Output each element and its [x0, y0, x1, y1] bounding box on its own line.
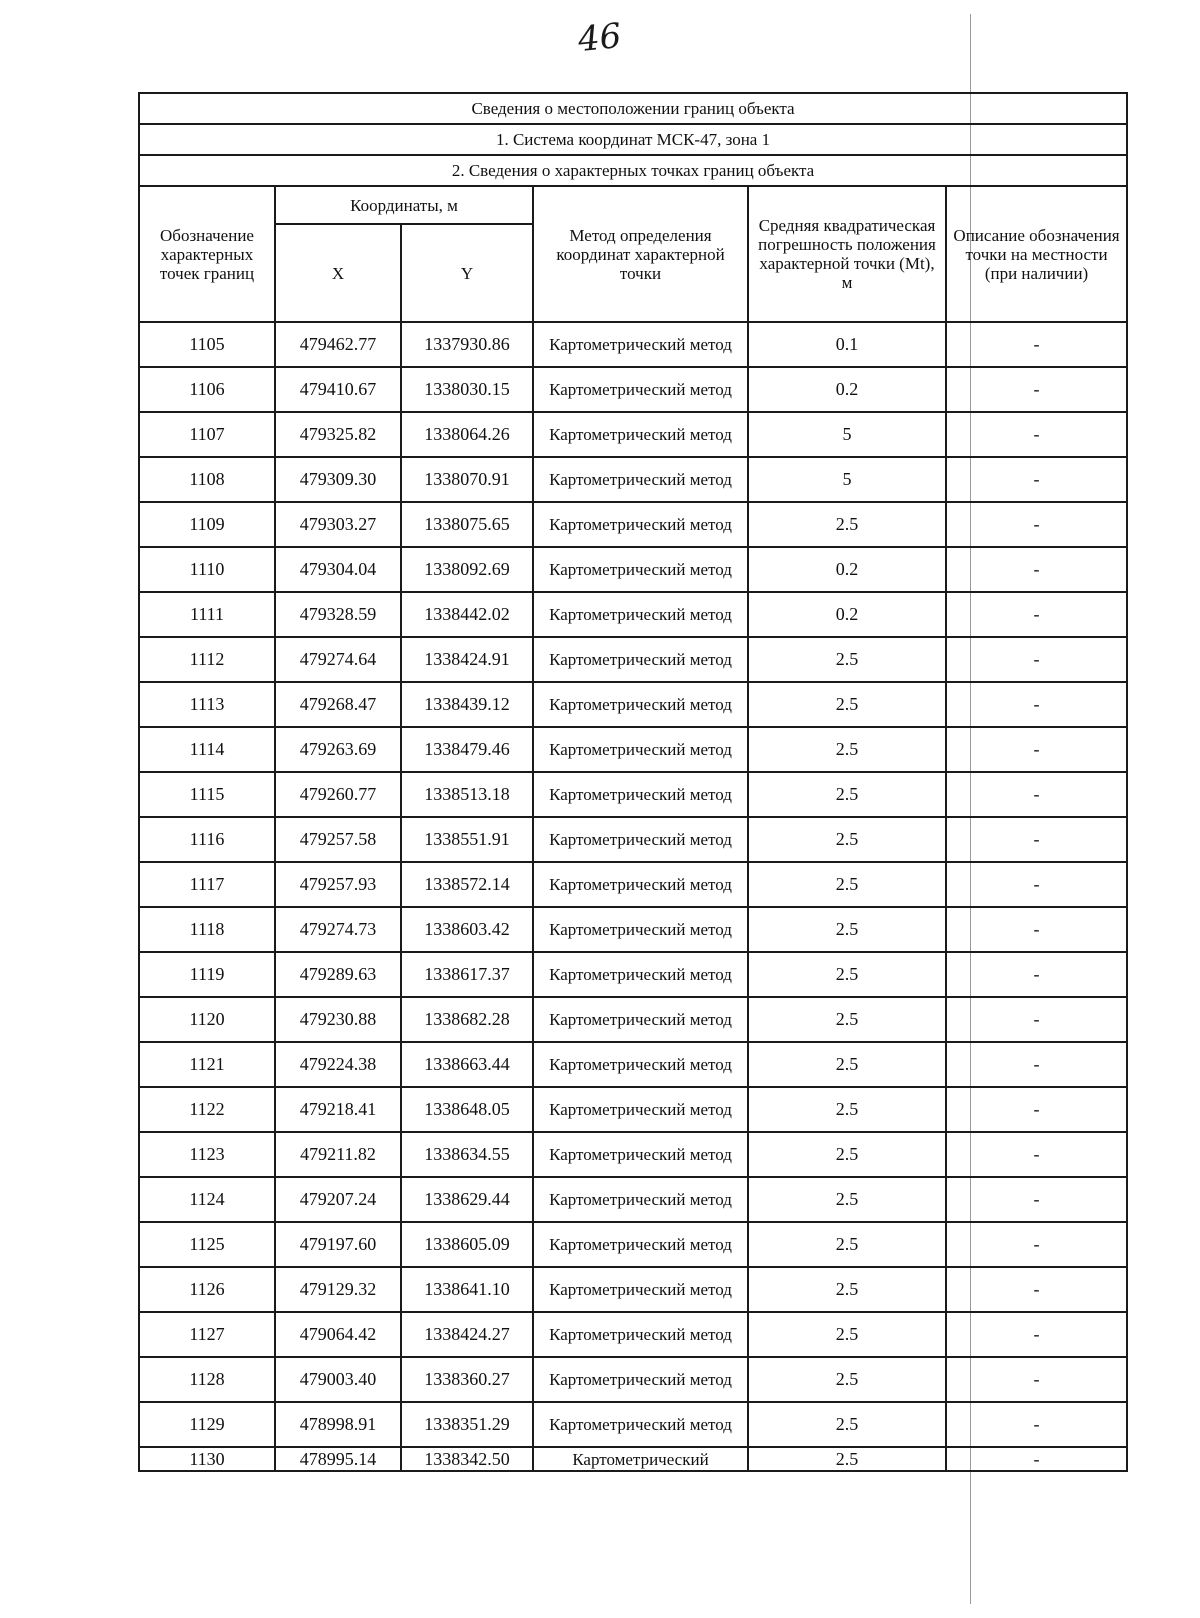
cell-x: 479218.41: [275, 1087, 401, 1132]
table-row: [139, 322, 1127, 367]
cell-point-id: 1111: [139, 592, 275, 637]
cell-x: 479263.69: [275, 727, 401, 772]
cell-description: -: [946, 1267, 1127, 1312]
cell-point-id: 1120: [139, 997, 275, 1042]
cell-mean-error: 2.5: [748, 1132, 946, 1177]
cell-y: 1338634.55: [401, 1132, 533, 1177]
cell-method: Картометрический метод: [533, 412, 748, 457]
table-row: [139, 547, 1127, 592]
cell-mean-error: 0.2: [748, 547, 946, 592]
cell-description: -: [946, 502, 1127, 547]
cell-y: 1338513.18: [401, 772, 533, 817]
cell-method: Картометрический метод: [533, 367, 748, 412]
cell-method: Картометрический метод: [533, 997, 748, 1042]
table-row: [139, 682, 1127, 727]
cell-point-id: 1126: [139, 1267, 275, 1312]
cell-mean-error: 2.5: [748, 1447, 946, 1471]
cell-y: 1338617.37: [401, 952, 533, 997]
cell-method: Картометрический метод: [533, 817, 748, 862]
points-section-title: 2. Сведения о характерных точках границ объекта: [139, 155, 1127, 186]
cell-x: 479328.59: [275, 592, 401, 637]
cell-x: 479260.77: [275, 772, 401, 817]
cell-mean-error: 2.5: [748, 1042, 946, 1087]
cell-method: Картометрический метод: [533, 1132, 748, 1177]
header-description: Описание обозначения точки на местности (при наличии): [946, 186, 1127, 322]
cell-method: Картометрический метод: [533, 322, 748, 367]
boundary-points-table: [138, 92, 1128, 1472]
cell-description: -: [946, 1447, 1127, 1471]
cell-point-id: 1123: [139, 1132, 275, 1177]
cell-y: 1337930.86: [401, 322, 533, 367]
cell-x: 479325.82: [275, 412, 401, 457]
cell-y: 1338424.27: [401, 1312, 533, 1357]
coordinate-system-title: 1. Система координат МСК-47, зона 1: [139, 124, 1127, 155]
cell-description: -: [946, 817, 1127, 862]
cell-method: Картометрический метод: [533, 457, 748, 502]
cell-method: Картометрический метод: [533, 907, 748, 952]
cell-point-id: 1127: [139, 1312, 275, 1357]
cell-description: -: [946, 1402, 1127, 1447]
cell-mean-error: 2.5: [748, 1357, 946, 1402]
cell-method: Картометрический метод: [533, 502, 748, 547]
cell-point-id: 1128: [139, 1357, 275, 1402]
table-row: [139, 862, 1127, 907]
cell-point-id: 1130: [139, 1447, 275, 1471]
table-row: [139, 412, 1127, 457]
cell-point-id: 1110: [139, 547, 275, 592]
cell-description: -: [946, 1177, 1127, 1222]
coordinate-system-row: [139, 124, 1127, 155]
cell-x: 479129.32: [275, 1267, 401, 1312]
table-row: [139, 1132, 1127, 1177]
cell-y: 1338551.91: [401, 817, 533, 862]
cell-y: 1338648.05: [401, 1087, 533, 1132]
cell-point-id: 1114: [139, 727, 275, 772]
cell-mean-error: 5: [748, 457, 946, 502]
cell-description: -: [946, 457, 1127, 502]
cell-y: 1338603.42: [401, 907, 533, 952]
cell-mean-error: 2.5: [748, 1222, 946, 1267]
table-row: [139, 1357, 1127, 1402]
cell-description: -: [946, 727, 1127, 772]
cell-description: -: [946, 367, 1127, 412]
cell-point-id: 1115: [139, 772, 275, 817]
cell-description: -: [946, 322, 1127, 367]
cell-y: 1338360.27: [401, 1357, 533, 1402]
header-point-designation: Обозначение характерных точек границ: [139, 186, 275, 322]
cell-point-id: 1116: [139, 817, 275, 862]
cell-mean-error: 2.5: [748, 1312, 946, 1357]
cell-point-id: 1125: [139, 1222, 275, 1267]
cell-y: 1338070.91: [401, 457, 533, 502]
table-title-row: [139, 93, 1127, 124]
cell-point-id: 1118: [139, 907, 275, 952]
cell-point-id: 1117: [139, 862, 275, 907]
cell-mean-error: 2.5: [748, 907, 946, 952]
table-row: [139, 1312, 1127, 1357]
cell-method: Картометрический: [533, 1447, 748, 1471]
cell-x: 479309.30: [275, 457, 401, 502]
table-row: [139, 817, 1127, 862]
cell-description: -: [946, 592, 1127, 637]
table-row: [139, 1087, 1127, 1132]
cell-x: 479230.88: [275, 997, 401, 1042]
table-row: [139, 1222, 1127, 1267]
table-row: [139, 1267, 1127, 1312]
table-row: [139, 502, 1127, 547]
table-title: Сведения о местоположении границ объекта: [139, 93, 1127, 124]
cell-method: Картометрический метод: [533, 727, 748, 772]
table-row: [139, 772, 1127, 817]
cell-description: -: [946, 1087, 1127, 1132]
cell-description: -: [946, 637, 1127, 682]
cell-mean-error: 2.5: [748, 637, 946, 682]
cell-point-id: 1109: [139, 502, 275, 547]
cell-description: -: [946, 412, 1127, 457]
header-row-1: [139, 186, 1127, 224]
cell-method: Картометрический метод: [533, 772, 748, 817]
cell-y: 1338641.10: [401, 1267, 533, 1312]
cell-method: Картометрический метод: [533, 682, 748, 727]
cell-x: 478995.14: [275, 1447, 401, 1471]
cell-y: 1338424.91: [401, 637, 533, 682]
cell-method: Картометрический метод: [533, 862, 748, 907]
cell-point-id: 1112: [139, 637, 275, 682]
cell-description: -: [946, 1222, 1127, 1267]
cell-y: 1338075.65: [401, 502, 533, 547]
cell-y: 1338629.44: [401, 1177, 533, 1222]
cell-method: Картометрический метод: [533, 1357, 748, 1402]
cell-mean-error: 2.5: [748, 772, 946, 817]
cell-point-id: 1121: [139, 1042, 275, 1087]
cell-y: 1338439.12: [401, 682, 533, 727]
cell-point-id: 1106: [139, 367, 275, 412]
cell-mean-error: 2.5: [748, 1267, 946, 1312]
cell-y: 1338663.44: [401, 1042, 533, 1087]
page-number: 46: [576, 15, 624, 61]
cell-x: 479211.82: [275, 1132, 401, 1177]
cell-method: Картометрический метод: [533, 1312, 748, 1357]
cell-mean-error: 5: [748, 412, 946, 457]
cell-point-id: 1119: [139, 952, 275, 997]
cell-y: 1338682.28: [401, 997, 533, 1042]
cell-mean-error: 0.1: [748, 322, 946, 367]
cell-x: 479257.93: [275, 862, 401, 907]
table-row: [139, 457, 1127, 502]
table-row: [139, 592, 1127, 637]
cell-y: 1338479.46: [401, 727, 533, 772]
cell-y: 1338092.69: [401, 547, 533, 592]
cell-method: Картометрический метод: [533, 1402, 748, 1447]
table-row: [139, 637, 1127, 682]
cell-description: -: [946, 682, 1127, 727]
cell-mean-error: 0.2: [748, 367, 946, 412]
cell-x: 479197.60: [275, 1222, 401, 1267]
cell-point-id: 1113: [139, 682, 275, 727]
cell-description: -: [946, 772, 1127, 817]
cell-y: 1338605.09: [401, 1222, 533, 1267]
cell-x: 479268.47: [275, 682, 401, 727]
cell-description: -: [946, 1357, 1127, 1402]
cell-method: Картометрический метод: [533, 952, 748, 997]
header-x: X: [275, 224, 401, 322]
table-row: [139, 1042, 1127, 1087]
cell-x: 479274.73: [275, 907, 401, 952]
cell-x: 479257.58: [275, 817, 401, 862]
cell-point-id: 1122: [139, 1087, 275, 1132]
cell-x: 479303.27: [275, 502, 401, 547]
cell-description: -: [946, 1312, 1127, 1357]
cell-x: 479207.24: [275, 1177, 401, 1222]
table-row: [139, 727, 1127, 772]
cell-mean-error: 2.5: [748, 817, 946, 862]
cell-mean-error: 2.5: [748, 682, 946, 727]
table-row: [139, 367, 1127, 412]
cell-x: 479462.77: [275, 322, 401, 367]
cell-y: 1338030.15: [401, 367, 533, 412]
cell-method: Картометрический метод: [533, 1267, 748, 1312]
cell-x: 479064.42: [275, 1312, 401, 1357]
header-mean-error: Средняя квадратическая погрешность положения характерной точки (Mt), м: [748, 186, 946, 322]
cell-x: 479224.38: [275, 1042, 401, 1087]
cell-x: 478998.91: [275, 1402, 401, 1447]
cell-method: Картометрический метод: [533, 547, 748, 592]
cell-point-id: 1108: [139, 457, 275, 502]
cell-method: Картометрический метод: [533, 1087, 748, 1132]
table-row: [139, 907, 1127, 952]
cell-description: -: [946, 952, 1127, 997]
cell-x: 479003.40: [275, 1357, 401, 1402]
header-y: Y: [401, 224, 533, 322]
table-row: [139, 997, 1127, 1042]
cell-y: 1338572.14: [401, 862, 533, 907]
cell-y: 1338442.02: [401, 592, 533, 637]
cell-mean-error: 2.5: [748, 502, 946, 547]
table-row: [139, 1177, 1127, 1222]
cell-description: -: [946, 1132, 1127, 1177]
cell-mean-error: 0.2: [748, 592, 946, 637]
cell-mean-error: 2.5: [748, 997, 946, 1042]
cell-description: -: [946, 997, 1127, 1042]
cell-point-id: 1129: [139, 1402, 275, 1447]
cell-y: 1338342.50: [401, 1447, 533, 1471]
cell-method: Картометрический метод: [533, 1177, 748, 1222]
cell-x: 479410.67: [275, 367, 401, 412]
cell-mean-error: 2.5: [748, 1402, 946, 1447]
cell-y: 1338351.29: [401, 1402, 533, 1447]
cell-point-id: 1105: [139, 322, 275, 367]
cell-method: Картометрический метод: [533, 592, 748, 637]
table-row: [139, 1402, 1127, 1447]
cell-y: 1338064.26: [401, 412, 533, 457]
cell-x: 479304.04: [275, 547, 401, 592]
cell-description: -: [946, 862, 1127, 907]
cell-mean-error: 2.5: [748, 727, 946, 772]
cell-point-id: 1107: [139, 412, 275, 457]
cell-method: Картометрический метод: [533, 1042, 748, 1087]
cell-x: 479274.64: [275, 637, 401, 682]
cell-mean-error: 2.5: [748, 1087, 946, 1132]
cell-mean-error: 2.5: [748, 952, 946, 997]
cell-description: -: [946, 1042, 1127, 1087]
cell-mean-error: 2.5: [748, 862, 946, 907]
cell-method: Картометрический метод: [533, 637, 748, 682]
cell-mean-error: 2.5: [748, 1177, 946, 1222]
header-method: Метод определения координат характерной точки: [533, 186, 748, 322]
header-coordinates: Координаты, м: [275, 186, 533, 224]
cell-method: Картометрический метод: [533, 1222, 748, 1267]
cell-description: -: [946, 907, 1127, 952]
cell-description: -: [946, 547, 1127, 592]
cell-point-id: 1124: [139, 1177, 275, 1222]
points-section-row: [139, 155, 1127, 186]
table-row-partial: [139, 1447, 1127, 1471]
cell-x: 479289.63: [275, 952, 401, 997]
table-body: [139, 93, 1127, 1471]
table-row: [139, 952, 1127, 997]
